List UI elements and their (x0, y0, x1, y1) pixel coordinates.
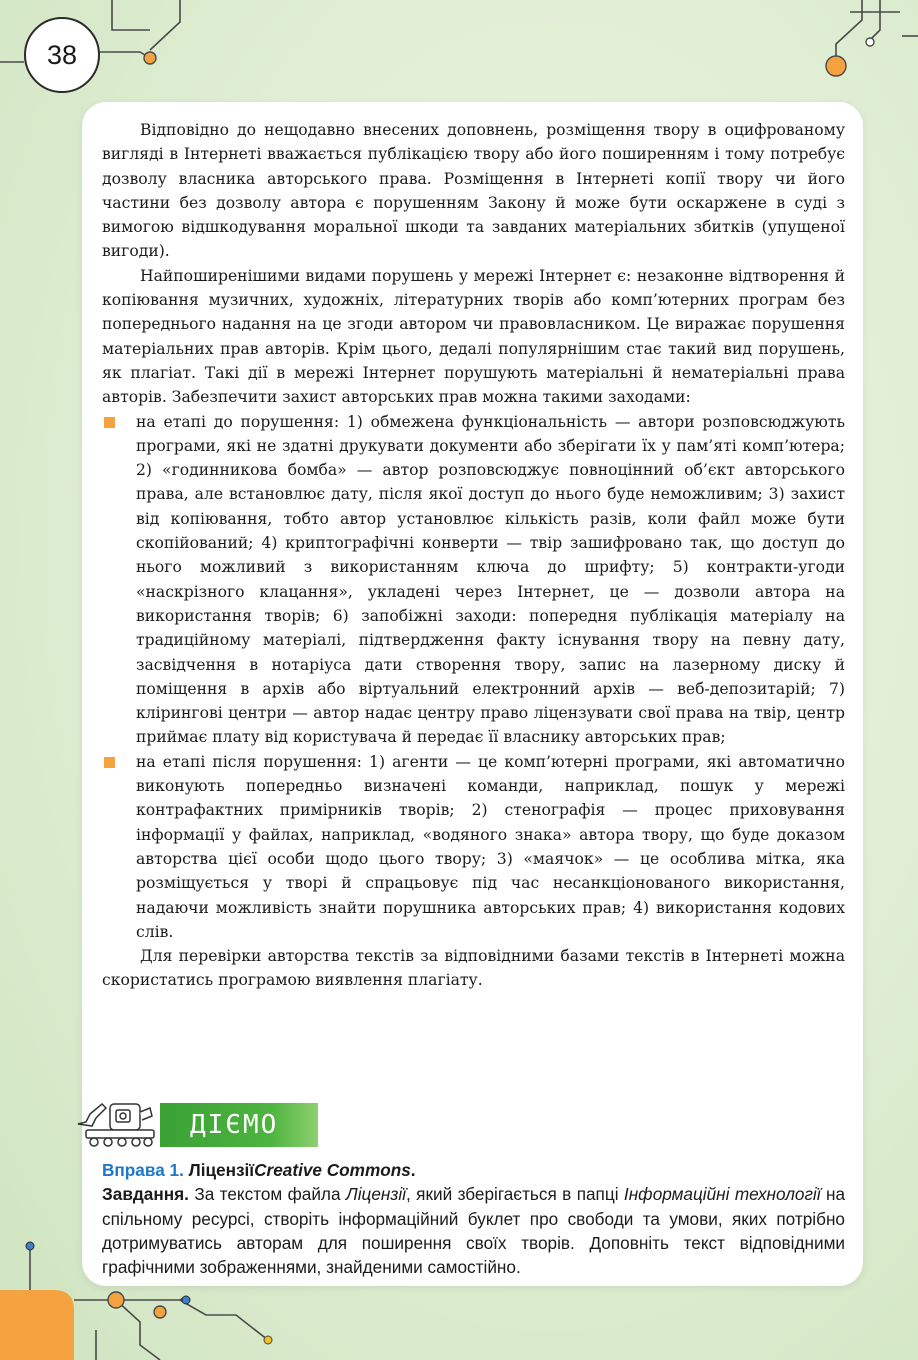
section-banner: ДІЄМО (160, 1103, 318, 1147)
exercise-task (102, 1182, 845, 1279)
list-item-text: на етапі до порушення: 1) обмежена функціональність — автори розповсюджують програми, які не здатні друкувати документи або зберігати їх у пам’яті комп’ютера; 2) «годинникова бомба» — автор розповсюджує повноцінний об’єкт авторського права, але встановлює дату, після якої доступ до нього буде неможливим; 3) захист від копіювання, тобто автор установлює кількість разів, коли файл може бути скопійований; 4) криптографічні конверти — твір зашифровано так, що доступ до нього можливий з використанням ключа до шрифту; 5) контракти-угоди «наскрізного клацання», укладені через Інтернет, це — дозволи автора на використання творів; 6) запобіжні заходи: попередня публікація матеріалу на традиційному матеріалі, підтвердження факту існування твору на певну дату, засвідчення в нотаріуса дати створення твору, запис на лазерному диску й поміщення в архів або віртуальний електронний архів — веб-депозитарій; 7) клірингові центри — автор надає центру право ліцензувати свої права на твір, центр приймає плату від користувача й передає її власнику авторських прав; (136, 412, 845, 747)
exercise-title-plain: Ліцензії (188, 1160, 255, 1180)
task-file-name: Ліцензії (345, 1184, 406, 1205)
list-item (102, 750, 845, 944)
exercise-label: Вправа 1. (102, 1160, 184, 1180)
robot-icon (76, 1096, 160, 1148)
main-text (102, 118, 845, 993)
task-folder-name: Інформаційні технології (623, 1184, 821, 1205)
exercise-title (102, 1158, 845, 1182)
list-item (102, 410, 845, 750)
page-number: 38 (24, 17, 100, 93)
exercise-title-end: . (410, 1160, 416, 1180)
task-label: Завдання. (102, 1184, 189, 1205)
protection-measures-list (102, 410, 845, 945)
square-bullet-icon (104, 417, 115, 428)
exercise-block (102, 1158, 845, 1279)
paragraph-1: Відповідно до нещодавно внесених доповнень, розміщення твору в оцифрованому вигляді в Інтернеті вважається публікацією твору або його поширенням і тому потребує дозволу власника авторського права. Розміщення в Інтернеті копії твору чи його частини без дозволу автора є порушенням Закону й може бути оскаржене в суді з вимогою відшкодування моральної шкоди та завданих матеріальних збитків (упущеної вигоди). (102, 121, 845, 261)
square-bullet-icon (104, 757, 115, 768)
task-part-2: , який зберігається в папці (406, 1184, 619, 1205)
exercise-title-italic: Creative Commons (254, 1160, 411, 1180)
task-part-3: на спільному ресурсі, створіть інформаційний буклет про свободи та умови, яких потрібно дотримуватись авторам для поширення своїх творів. Доповніть текст відповідними графічними зображеннями, знайденими самостійно. (102, 1184, 846, 1278)
list-item-text: на етапі після порушення: 1) агенти — це комп’ютерні програми, які автоматично виконують попередньо визначені команди, наприклад, пошук у мережі контрафактних примірників творів; 2) стенографія — процес приховування інформації у файлах, наприклад, «водяного знака» автора твору, що буде доказом авторства цієї особи щодо цього твору; 3) «маячок» — це особлива мітка, яка розміщується у творі й спрацьовує під час несанкціонованого використання, надаючи можливість знайти порушника авторських прав; 4) використання кодових слів. (136, 752, 845, 941)
task-part-1: За текстом файла (194, 1184, 341, 1205)
paragraph-2: Найпоширенішими видами порушень у мережі Інтернет є: незаконне відтворення й копіювання музичних, художніх, літературних творів або комп’ютерних програм без попереднього надання на це згоди автором чи правовласником. Це виражає порушення матеріальних прав авторів. Крім цього, дедалі популярнішим стає такий вид порушень, як плагіат. Такі дії в мережі Інтернет порушують матеріальні й нематеріальні права авторів. Забезпечити захист авторських прав можна такими заходами: (102, 266, 845, 407)
closing-paragraph: Для перевірки авторства текстів за відповідними базами текстів в Інтернеті можна скористатись програмою виявлення плагіату. (102, 947, 845, 990)
